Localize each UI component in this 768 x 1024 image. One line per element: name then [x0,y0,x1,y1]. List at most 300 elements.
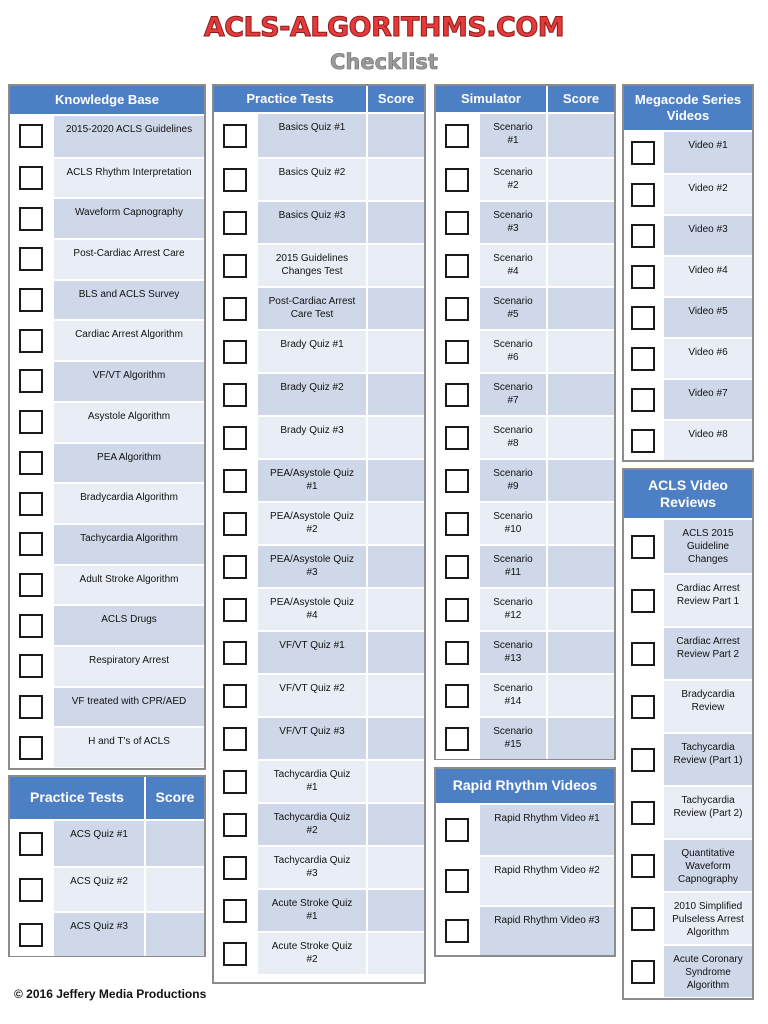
checkbox-cell [214,847,258,888]
checkbox[interactable] [19,695,43,719]
checkbox[interactable] [631,429,655,453]
checkbox-cell [624,298,664,337]
score-cell[interactable] [366,202,424,243]
checkbox[interactable] [19,207,43,231]
item-label: Scenario #12 [493,597,533,621]
checkbox[interactable] [223,340,247,364]
checkbox-cell [436,245,480,286]
checklist-row [214,845,424,888]
checkbox[interactable] [19,492,43,516]
checkbox-cell [214,589,258,630]
megacode-videos-panel [622,84,754,462]
item-label: 2010 Simplified Pulseless Arrest Algorithm [672,901,744,938]
score-cell[interactable] [546,288,614,329]
checklist-row [10,604,204,645]
checklist-row [10,911,204,956]
checkbox-cell [624,946,664,997]
acs-practice-tests-panel [8,775,206,957]
checklist-row [624,891,752,944]
score-cell[interactable] [546,718,614,759]
checkbox-cell [436,546,480,587]
checklist-row [436,372,614,415]
item-label: Acute Stroke Quiz #1 [271,898,353,922]
practice-tests-score-header: Score [366,86,424,112]
checkbox[interactable] [19,451,43,475]
simulator-score-header: Score [546,86,614,112]
checkbox[interactable] [631,347,655,371]
checkbox-cell [624,339,664,378]
checklist-row [214,286,424,329]
score-cell[interactable] [366,890,424,931]
checkbox[interactable] [19,736,43,760]
checkbox-cell [436,718,480,759]
checklist-row [436,501,614,544]
checkbox[interactable] [223,168,247,192]
item-label: Scenario #3 [493,210,533,234]
knowledge-base-panel [8,84,206,770]
checkbox[interactable] [19,573,43,597]
checklist-row [624,573,752,626]
checkbox[interactable] [631,695,655,719]
checkbox[interactable] [19,247,43,271]
checkbox[interactable] [445,818,469,842]
checkbox[interactable] [223,598,247,622]
checkbox-cell [214,546,258,587]
checkbox[interactable] [19,614,43,638]
score-cell[interactable] [366,718,424,759]
checkbox-cell [214,933,258,974]
checklist-row [214,716,424,759]
checklist-row [436,587,614,630]
checkbox[interactable] [631,224,655,248]
checklist-row [436,458,614,501]
checkbox-cell [624,520,664,573]
checkbox[interactable] [223,469,247,493]
checkbox[interactable] [631,388,655,412]
checkbox-cell [214,460,258,501]
checkbox[interactable] [631,642,655,666]
item-label: VF/VT Quiz #2 [279,683,345,694]
checkbox[interactable] [223,727,247,751]
checkbox-cell [214,890,258,931]
score-cell[interactable] [366,245,424,286]
checkbox-cell [624,893,664,944]
checkbox-cell [214,288,258,329]
item-label: Bradycardia Algorithm [80,492,178,504]
checkbox-cell [436,460,480,501]
checklist-row [624,296,752,337]
checkbox[interactable] [445,598,469,622]
rapid-rhythm-videos-panel [434,767,616,957]
practice-tests-header: Practice Tests [246,90,334,106]
item-label: Waveform Capnography [74,207,183,219]
score-cell[interactable] [546,202,614,243]
checklist-row [10,238,204,279]
item-label: VF/VT Quiz #3 [279,726,345,737]
checkbox[interactable] [19,329,43,353]
checkbox[interactable] [445,919,469,943]
checkbox-cell [624,787,664,838]
checkbox[interactable] [445,555,469,579]
rapid-rhythm-videos-list [436,805,614,955]
item-label: VF/VT Algorithm [92,370,166,382]
checklist-row [436,329,614,372]
copyright-footer: © 2016 Jeffery Media Productions [14,987,207,1001]
item-label: Quantitative Waveform Capnography [677,848,739,885]
checkbox-cell [214,804,258,845]
score-cell[interactable] [366,114,424,157]
score-cell[interactable] [546,245,614,286]
checkbox[interactable] [445,383,469,407]
item-label: Respiratory Arrest [88,654,170,666]
checklist-row [436,716,614,759]
checkbox[interactable] [19,288,43,312]
checkbox-cell [10,647,54,686]
score-cell[interactable] [546,632,614,673]
checkbox[interactable] [445,869,469,893]
checkbox-cell [10,199,54,238]
score-cell[interactable] [366,417,424,458]
item-label: VF treated with CPR/AED [71,695,187,707]
score-cell[interactable] [366,546,424,587]
score-cell[interactable] [366,288,424,329]
item-label: Tachycardia Quiz #2 [273,812,351,836]
item-label: Brady Quiz #1 [280,339,344,350]
checkbox[interactable] [223,899,247,923]
item-label: Bradycardia Review [681,689,735,713]
checkbox[interactable] [19,923,43,947]
checklist-row [10,686,204,727]
score-cell[interactable] [366,589,424,630]
checkbox-cell [624,840,664,891]
checklist-row [214,802,424,845]
score-cell[interactable] [144,868,204,911]
checklist-row [10,564,204,605]
item-label: VF/VT Quiz #1 [279,640,345,651]
practice-tests-panel [212,84,426,984]
checkbox-cell [436,374,480,415]
item-label: Video #1 [688,140,728,151]
checklist-row [624,378,752,419]
checkbox-cell [10,240,54,279]
item-label: Acute Coronary Syndrome Algorithm [673,954,743,991]
checkbox[interactable] [445,512,469,536]
video-reviews-list [624,520,752,997]
checklist-row [624,214,752,255]
score-cell[interactable] [546,675,614,716]
megacode-videos-header: Megacode Series Videos [634,91,742,123]
score-cell[interactable] [144,821,204,866]
score-cell[interactable] [366,804,424,845]
checkbox[interactable] [19,532,43,556]
checkbox[interactable] [223,555,247,579]
item-label: ACLS Rhythm Interpretation [66,166,192,178]
item-label: Cardiac Arrest Algorithm [75,329,183,341]
checkbox-cell [10,913,54,956]
checkbox-cell [10,566,54,605]
checklist-row [10,401,204,442]
simulator-header: Simulator [461,90,521,106]
score-cell[interactable] [366,331,424,372]
checkbox[interactable] [223,383,247,407]
checklist-row [214,673,424,716]
checkbox-cell [10,362,54,401]
score-cell[interactable] [546,503,614,544]
checkbox[interactable] [445,340,469,364]
checklist-row [624,679,752,732]
checklist-row [436,200,614,243]
checklist-row [214,888,424,931]
item-label: Brady Quiz #2 [280,382,344,393]
item-label: Scenario #2 [493,167,533,191]
checkbox-cell [10,868,54,911]
score-cell[interactable] [546,114,614,157]
item-label: Tachycardia Review (Part 2) [673,795,743,819]
checkbox-cell [436,857,480,905]
checkbox[interactable] [445,124,469,148]
score-cell[interactable] [366,761,424,802]
simulator-panel [434,84,616,760]
checkbox-cell [624,216,664,255]
checkbox[interactable] [223,254,247,278]
checkbox[interactable] [19,878,43,902]
score-cell[interactable] [366,460,424,501]
checkbox[interactable] [631,183,655,207]
checklist-row [624,732,752,785]
checkbox[interactable] [631,535,655,559]
checklist-row [10,116,204,157]
score-cell[interactable] [546,159,614,200]
item-label: ACS Quiz #3 [70,921,128,932]
checkbox-cell [214,114,258,157]
checklist-row [624,838,752,891]
checklist-row [214,759,424,802]
item-label: ACS Quiz #1 [70,829,128,840]
checkbox-cell [214,718,258,759]
checklist-row [214,587,424,630]
checkbox-cell [10,116,54,157]
item-label: Scenario #4 [493,253,533,277]
checklist-row [10,821,204,866]
checkbox[interactable] [631,306,655,330]
item-label: Rapid Rhythm Video #3 [494,915,600,926]
checkbox-cell [10,688,54,727]
checkbox-cell [10,484,54,523]
item-label: Cardiac Arrest Review Part 2 [676,636,740,660]
item-label: BLS and ACLS Survey [78,288,180,300]
checkbox-cell [214,675,258,716]
checkbox[interactable] [223,942,247,966]
checkbox-cell [10,444,54,483]
checklist-row [214,630,424,673]
checkbox[interactable] [445,641,469,665]
checklist-row [10,866,204,911]
checkbox[interactable] [445,727,469,751]
item-label: Video #3 [688,224,728,235]
checklist-row [214,114,424,157]
score-cell[interactable] [366,847,424,888]
item-label: Scenario #15 [493,726,533,750]
practice-tests-list [214,114,424,974]
checkbox[interactable] [445,684,469,708]
checkbox-cell [624,132,664,173]
item-label: Rapid Rhythm Video #1 [494,813,600,824]
checkbox-cell [214,417,258,458]
checkbox[interactable] [19,832,43,856]
item-label: Scenario #6 [493,339,533,363]
checklist-row [624,626,752,679]
checkbox[interactable] [445,469,469,493]
checkbox[interactable] [631,589,655,613]
site-title: ACLS-ALGORITHMS.COM [203,12,565,43]
item-label: Scenario #1 [493,122,533,146]
checkbox-cell [214,331,258,372]
score-cell[interactable] [546,589,614,630]
checkbox-cell [436,288,480,329]
checkbox[interactable] [223,211,247,235]
checkbox[interactable] [223,297,247,321]
checklist-row [624,520,752,573]
checkbox-cell [10,403,54,442]
item-label: Acute Stroke Quiz #2 [271,941,353,965]
checkbox-cell [436,202,480,243]
checkbox[interactable] [223,426,247,450]
checkbox[interactable] [223,856,247,880]
item-label: Scenario #11 [493,554,533,578]
checkbox-cell [624,628,664,679]
item-label: Video #4 [688,265,728,276]
checklist-row [214,200,424,243]
score-cell[interactable] [546,546,614,587]
score-cell[interactable] [366,503,424,544]
checkbox-cell [214,202,258,243]
checkbox-cell [10,159,54,198]
item-label: Basics Quiz #1 [278,122,346,133]
item-label: ACLS Drugs [101,614,157,626]
checkbox[interactable] [19,654,43,678]
item-label: Scenario #5 [493,296,533,320]
checklist-row [436,286,614,329]
checklist-row [10,319,204,360]
checkbox-cell [10,606,54,645]
checkbox[interactable] [631,801,655,825]
item-label: Brady Quiz #3 [280,425,344,436]
checkbox-cell [436,331,480,372]
checklist-row [214,544,424,587]
checkbox-cell [436,417,480,458]
checkbox[interactable] [631,960,655,984]
score-cell[interactable] [546,417,614,458]
item-label: Video #5 [688,306,728,317]
checkbox-cell [214,159,258,200]
checkbox[interactable] [631,907,655,931]
checklist-row [214,458,424,501]
checklist-row [214,157,424,200]
checklist-row [624,785,752,838]
checkbox-cell [624,257,664,296]
checkbox[interactable] [223,641,247,665]
checklist-row [214,501,424,544]
checkbox[interactable] [445,426,469,450]
checkbox[interactable] [631,265,655,289]
checkbox-cell [10,525,54,564]
checkbox[interactable] [631,854,655,878]
checkbox-cell [436,907,480,955]
checkbox[interactable] [223,813,247,837]
checklist-row [214,329,424,372]
item-label: Cardiac Arrest Review Part 1 [676,583,740,607]
item-label: Video #7 [688,388,728,399]
item-label: Asystole Algorithm [87,410,171,422]
checkbox[interactable] [445,211,469,235]
checkbox-cell [214,245,258,286]
checkbox[interactable] [445,254,469,278]
checkbox[interactable] [631,748,655,772]
checkbox-cell [624,175,664,214]
checkbox[interactable] [19,410,43,434]
megacode-videos-list [624,132,752,460]
checklist-row [436,855,614,905]
knowledge-base-header: Knowledge Base [54,91,160,107]
score-cell[interactable] [366,675,424,716]
checkbox[interactable] [19,124,43,148]
checkbox[interactable] [223,512,247,536]
checklist-row [624,132,752,173]
checkbox[interactable] [223,124,247,148]
checklist-row [214,931,424,974]
checklist-row [624,255,752,296]
item-label: Video #2 [688,183,728,194]
checkbox[interactable] [223,684,247,708]
score-cell[interactable] [546,460,614,501]
checkbox[interactable] [19,166,43,190]
checklist-row [10,279,204,320]
score-cell[interactable] [366,374,424,415]
checkbox[interactable] [445,168,469,192]
checklist-row [436,114,614,157]
checkbox[interactable] [445,297,469,321]
item-label: Basics Quiz #3 [278,210,346,221]
item-label: PEA/Asystole Quiz #4 [270,597,354,621]
checkbox-cell [624,421,664,460]
score-cell[interactable] [144,913,204,956]
checklist-row [10,645,204,686]
video-reviews-panel [622,468,754,1000]
checkbox[interactable] [223,770,247,794]
checklist-row [436,544,614,587]
score-cell[interactable] [366,159,424,200]
checkbox-cell [436,805,480,855]
checklist-row [10,157,204,198]
checkbox-cell [624,575,664,626]
acs-practice-tests-list [10,821,204,956]
score-cell[interactable] [366,933,424,974]
checklist-row [214,243,424,286]
checkbox-cell [436,589,480,630]
score-cell[interactable] [546,374,614,415]
item-label: Tachycardia Review (Part 1) [673,742,743,766]
item-label: H and T's of ACLS [88,736,170,748]
checklist-row [436,673,614,716]
checkbox[interactable] [631,141,655,165]
checklist-row [436,630,614,673]
checkbox[interactable] [19,369,43,393]
checklist-row [624,337,752,378]
score-cell[interactable] [546,331,614,372]
item-label: Scenario #10 [493,511,533,535]
checklist-row [624,944,752,997]
score-cell[interactable] [366,632,424,673]
